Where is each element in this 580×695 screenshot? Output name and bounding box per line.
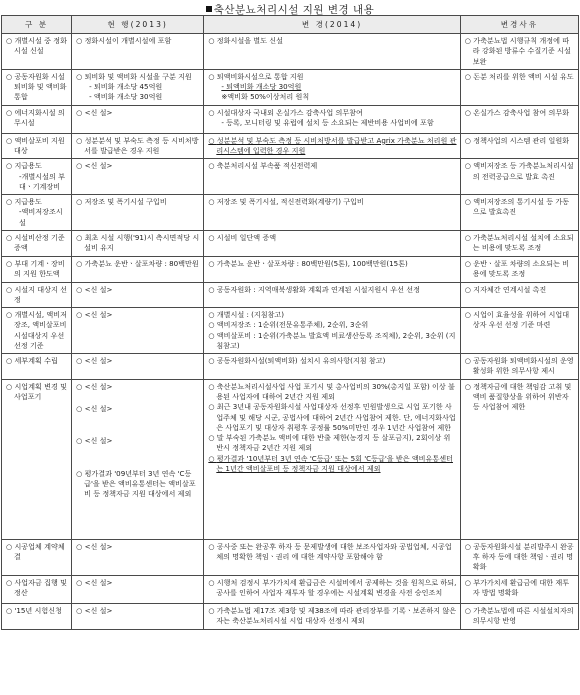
category-sublabel: -개별시설의 부대ㆍ기계장비 (19, 171, 65, 191)
table-row (2, 230, 579, 256)
table-cell (72, 379, 204, 539)
cell-item: ○ 시설대상자 국내외 온실가스 감축사업 의무참여 (207, 108, 456, 118)
bullet-square-icon (206, 6, 212, 12)
table-row (2, 539, 579, 575)
table-cell (72, 105, 204, 133)
cell-subitem: - 퇴액비화 개소당 30억원 (221, 82, 302, 92)
table-row (2, 575, 579, 603)
category-sublabel: -액비저장조시설 (19, 207, 63, 227)
cell-item: ○ 액비저장조 : 1순위(전문유통주체), 2순위, 3순위 (207, 320, 456, 330)
cell-item: ○ 공동자원화시설 분리발주시 완공후 하자 등에 대한 책임ㆍ권리 명확화 (464, 542, 575, 573)
cell-item: ○ 공동자원화시설(퇴액비화) 설치시 유의사항(지침 참고) (207, 356, 456, 366)
cell-item: ○ 액비살포비 : 1순위(가축분뇨 발효액 비료생산등록 조직체), 2순위, 3순위 (지침참고) (207, 331, 456, 352)
table-cell (460, 354, 578, 380)
cell-subitem: - 퇴비화 개소당 45억원 (89, 82, 163, 92)
cell-item: ○ 가축분뇨법에 따른 시설설치자의 의무시항 반영 (464, 606, 575, 627)
table-cell (2, 133, 72, 159)
table-cell (204, 308, 460, 354)
cell-item: ○ <신 설> (75, 404, 200, 414)
cell-item: ○ 공사중 또는 완공후 하자 등 문제발생에 대한 보조사업자와 공법업체, 시공업체의 명확한 책임ㆍ권리 에 대한 계약사항 포함해야 함 (207, 542, 456, 563)
table-row (2, 69, 579, 105)
cell-item: ○ 공동자원화 : 지역매북생활화 계획과 연계된 시설지원시 우선 선정 (207, 285, 456, 295)
table-cell (72, 69, 204, 105)
category-label: ○ 지급용도 (5, 161, 68, 171)
cell-item: ○ 부가가치세 환급금에 대한 재투자 방법 명확화 (464, 578, 575, 599)
table-cell (2, 539, 72, 575)
table-cell (460, 159, 578, 195)
table-cell (2, 34, 72, 70)
cell-item: ○ 시행처 검정시 부가가치세 환급금은 시설비에서 공제하는 것을 원칙으로 하되, 공사를 인하여 사업자 재투자 할 경우에는 시설계획 변경을 사전 승인조치 (207, 578, 456, 599)
table-cell (460, 308, 578, 354)
table-cell (204, 69, 460, 105)
table-cell (460, 230, 578, 256)
table-cell (2, 575, 72, 603)
table-cell (204, 256, 460, 282)
table-cell (460, 282, 578, 308)
cell-item: ○ 온실가스 감축사업 참여 의무화 (464, 108, 575, 118)
cell-subitem: - 액비화 개소당 30억원 (89, 92, 163, 102)
table-cell (72, 539, 204, 575)
cell-item: ○ 액비저장조의 통기시설 등 가동으로 발효촉진 (464, 197, 575, 218)
table-row (2, 34, 579, 70)
table-row (2, 354, 579, 380)
table-cell (204, 159, 460, 195)
table-cell (204, 230, 460, 256)
cell-item: ○ 최근 3년내 공동자원화시설 사업대상자 선정후 민원발생으로 시업 포기한 사업주체 및 해당 시군, 공법사에 대하여 2년간 사업참여 제한. 단, 에너지화사업은 사업포기 및 대상자 취평후 공정률 50%미만인 경우 1년간 사업참여 제한 (207, 402, 456, 433)
cell-item: ○ <신 설> (75, 542, 200, 552)
cell-subitem: ※액비화 50%이상처리 원칙 (221, 92, 310, 102)
cell-item: ○ 시업이 효율성을 위하여 시업대상자 우선 선정 기준 마련 (464, 310, 575, 331)
cell-item: ○ 가축분뇨처리시설 설치에 소요되는 비용에 맞도록 조정 (464, 233, 575, 254)
table-cell (204, 379, 460, 539)
table-row (2, 282, 579, 308)
cell-item: ○ 돈분 처리를 위한 액비 시설 유도 (464, 72, 575, 82)
category-label: ○ 시공업체 계약체결 (5, 542, 68, 563)
table-cell (72, 133, 204, 159)
cell-item: ○ <신 설> (75, 436, 200, 446)
category-label: ○ 에너지화시설 의무시설 (5, 108, 68, 129)
table-cell (2, 195, 72, 231)
cell-item: ○ 정화시설을 별도 신설 (207, 36, 456, 46)
category-label: ○ 부대 기계ㆍ장비의 지원 한도액 (5, 259, 68, 280)
table-cell (72, 195, 204, 231)
table-cell (204, 195, 460, 231)
cell-item: ○ 퇴비화 및 액비화 시설을 구분 지원 (75, 72, 200, 82)
cell-item: ○ <신 설> (75, 356, 200, 366)
table-cell (204, 603, 460, 629)
cell-item: ○ 시설비 일단액 증액 (207, 233, 456, 243)
category-label: ○ 액비살포비 지원대상 (5, 136, 68, 157)
cell-item: ○ 퇴액비화시설으로 통합 지원 (207, 72, 456, 82)
table-cell (2, 282, 72, 308)
table-row (2, 105, 579, 133)
table-cell (2, 105, 72, 133)
cell-item: ○ 축산분뇨처리시설사업 사업 포기시 및 총사업비의 30%(총지일 포함) 이상 불용된 사업자에 대하여 2년간 지원 제외 (207, 382, 456, 403)
category-label: ○ 세부계획 수립 (5, 356, 68, 366)
cell-item: ○ <신 설> (75, 161, 200, 171)
table-row (2, 195, 579, 231)
spacer (75, 447, 200, 469)
cell-item: ○ <신 설> (75, 578, 200, 588)
header-row (2, 16, 579, 34)
category-label: ○ 시설비산정 기준 증액 (5, 233, 68, 254)
table-cell (2, 354, 72, 380)
table-cell (460, 256, 578, 282)
table-cell (204, 133, 460, 159)
cell-subitem: - 등록, 모니터링 및 유럽에 설치 등 소요되는 제반비용 사업비에 포함 (221, 117, 434, 127)
table-cell (2, 230, 72, 256)
table-cell (204, 575, 460, 603)
table-cell (460, 379, 578, 539)
table-cell (460, 105, 578, 133)
table-row (2, 256, 579, 282)
cell-item: ○ 개별시설 : (지침참고) (207, 310, 456, 320)
table-cell (460, 603, 578, 629)
header-category: 구 분 (2, 16, 72, 34)
cell-item: ○ 정화시설이 개별시설에 포함 (75, 36, 200, 46)
cell-item: ○ 저장조 및 폭기시설, 적신전력화(계량기) 구입비 (207, 197, 456, 207)
category-label: ○ 시설지 대상지 선정 (5, 285, 68, 306)
change-table (1, 15, 579, 630)
table-cell (460, 195, 578, 231)
category-label: ○ 지급용도 (5, 197, 68, 207)
spacer (75, 414, 200, 436)
cell-item: ○ 정책자금에 대한 책임감 고취 및 액비 품질향상을 위하여 위반자등 사업참여 제한 (464, 382, 575, 413)
table-cell (460, 539, 578, 575)
table-cell (204, 539, 460, 575)
table-cell (2, 379, 72, 539)
table-cell (72, 230, 204, 256)
table-cell (460, 34, 578, 70)
table-cell (72, 159, 204, 195)
category-label: ○ 시업계획 변경 및 사업포기 (5, 382, 68, 403)
table-cell (2, 159, 72, 195)
cell-item: ○ 공동자원화 퇴액비화시설의 운영 활성화 위한 의무사항 제시 (464, 356, 575, 377)
table-cell (204, 354, 460, 380)
cell-item: ○ 평가결과 '10년부터 3년 연속 'C등급' 또는 5회 'C등급'을 받은 액비유통센터는 1년간 액비살포비 등 정책자금 지원 대상에서 제외 (207, 454, 456, 475)
header-reason: 변경사유 (460, 16, 578, 34)
cell-item: ○ 가축분뇨 운반ㆍ살포차량 : 80백만원(5톤), 100백만원(15톤) (207, 259, 456, 269)
table-cell (460, 575, 578, 603)
cell-item: ○ 액비저장조 등 가축분뇨처리시설의 전력공급으로 발효 촉진 (464, 161, 575, 182)
table-cell (204, 282, 460, 308)
table-cell (2, 69, 72, 105)
cell-item: ○ 가축분뇨법 시행규칙 개정에 따라 강화된 방류수 수질기준 시설 보완 (464, 36, 575, 67)
table-cell (460, 133, 578, 159)
cell-item: ○ <신 설> (75, 285, 200, 295)
cell-item: ○ 정책사업의 시스템 관리 일원화 (464, 136, 575, 146)
cell-item: ○ 축분처리시설 부속품 적신전력제 (207, 161, 456, 171)
header-current: 현 행(2013) (72, 16, 204, 34)
cell-item: ○ 성분분석 및 부숙도 측정 등 시비처방서를 발급받고 Agrix 가축분뇨 처리원 관리시스템에 입력한 경우 지원 (207, 136, 456, 157)
table-cell (72, 282, 204, 308)
cell-item: ○ 지자체간 연계시설 촉진 (464, 285, 575, 295)
table-row (2, 308, 579, 354)
cell-item: ○ 운반ㆍ살포 차량의 소요되는 비용에 맞도록 조정 (464, 259, 575, 280)
category-label: ○ 공동자원화 시설 퇴비화 및 액비화 통합 (5, 72, 68, 103)
table-cell (72, 256, 204, 282)
cell-item: ○ 최초 시설 시행('91)시 측시면적당 시설비 유지 (75, 233, 200, 254)
cell-item: ○ 가축분뇨 운반ㆍ살포차량 : 80백만원 (75, 259, 200, 269)
table-cell (72, 34, 204, 70)
table-cell (72, 575, 204, 603)
table-row (2, 603, 579, 629)
spacer (75, 392, 200, 404)
table-cell (2, 256, 72, 282)
cell-item: ○ <신 설> (75, 382, 200, 392)
table-cell (72, 603, 204, 629)
table-row (2, 379, 579, 539)
table-cell (204, 105, 460, 133)
cell-item: ○ 저장조 및 폭기시설 구입비 (75, 197, 200, 207)
table-cell (2, 308, 72, 354)
cell-item: ○ 가축분뇨법 제17조 제3항 및 제38조에 따라 관리장부를 기록ㆍ보존하지 않은 자는 축산분뇨처리시설 시업 대상자 선정시 제외 (207, 606, 456, 627)
cell-item: ○ <신 설> (75, 606, 200, 616)
table-body (2, 34, 579, 630)
table-cell (2, 603, 72, 629)
table-cell (72, 308, 204, 354)
header-changed: 변 경(2014) (204, 16, 460, 34)
category-label: ○ 개별시설 중 정화시설 신설 (5, 36, 68, 57)
cell-item: ○ 평가결과 '09년부터 3년 연속 'C등급'을 받은 액비유통센터는 액비살포비 등 정책자금 지원 대상에서 제외 (75, 469, 200, 500)
title-text: 축산분뇨처리시설 지원 변경 내용 (213, 4, 375, 16)
category-label: ○ 사업자금 집행 및 정산 (5, 578, 68, 599)
table-cell (460, 69, 578, 105)
category-label: ○ '15년 시험신청 (5, 606, 68, 616)
table-row (2, 159, 579, 195)
cell-item: ○ 말 부숙된 가축분뇨 액비에 대한 반출 제한(농경지 등 살포금지), 2회이상 위반시 정책자금 2년간 지원 제외 (207, 433, 456, 454)
table-cell (72, 354, 204, 380)
category-label: ○ 개별시설, 액비저장조, 액비살포비 시설대상지 우선 선정 기준 (5, 310, 68, 351)
cell-item: ○ <신 설> (75, 108, 200, 118)
table-cell (204, 34, 460, 70)
table-row (2, 133, 579, 159)
cell-item: ○ 성분분석 및 부숙도 측정 등 시비처방서를 발급받은 경우 지원 (75, 136, 200, 157)
cell-item: ○ <신 설> (75, 310, 200, 320)
